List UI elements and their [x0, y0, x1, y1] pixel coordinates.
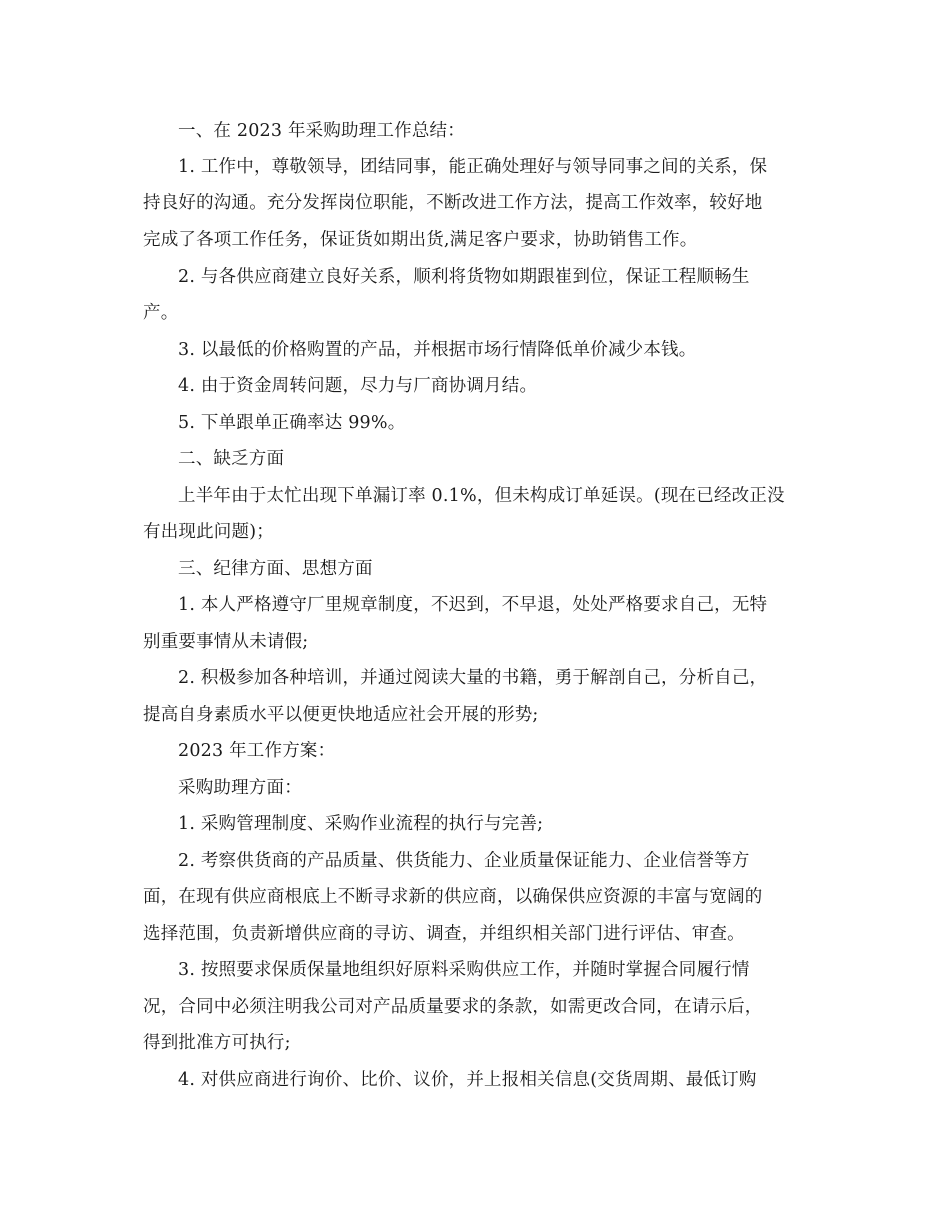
section-heading-1: 一、在 2023 年采购助理工作总结： — [178, 121, 465, 141]
section-heading-3: 三、纪律方面、思想方面 — [178, 559, 373, 579]
paragraph-line: 完成了各项工作任务，保证货如期出货,满足客户要求，协助销售工作。 — [143, 230, 698, 250]
paragraph-line: 2. 与各供应商建立良好关系，顺利将货物如期跟崔到位，保证工程顺畅生 — [178, 267, 750, 287]
section-heading-4: 2023 年工作方案： — [178, 741, 336, 761]
paragraph-line: 别重要事情从未请假; — [143, 632, 309, 652]
paragraph-line: 4. 由于资金周转问题，尽力与厂商协调月结。 — [178, 376, 538, 396]
paragraph-line: 选择范围，负责新增供应商的寻访、调查，并组织相关部门进行评估、审查。 — [143, 924, 745, 944]
paragraph-line: 有出现此问题)； — [143, 522, 274, 542]
paragraph-line: 1. 工作中，尊敬领导，团结同事，能正确处理好与领导同事之间的关系，保 — [178, 157, 768, 177]
paragraph-line: 提高自身素质水平以便更快地适应社会开展的形势; — [143, 705, 539, 725]
section-heading-2: 二、缺乏方面 — [178, 449, 285, 469]
paragraph-line: 1. 采购管理制度、采购作业流程的执行与完善; — [178, 814, 544, 834]
paragraph-line: 产。 — [143, 303, 179, 323]
paragraph-line: 3. 以最低的价格购置的产品，并根据市场行情降低单价减少本钱。 — [178, 340, 697, 360]
paragraph-line: 况，合同中必须注明我公司对产品质量要求的条款，如需更改合同，在请示后， — [143, 997, 763, 1017]
paragraph-line: 2. 考察供货商的产品质量、供货能力、企业质量保证能力、企业信誉等方 — [178, 851, 750, 871]
subsection-heading: 采购助理方面： — [178, 778, 302, 798]
paragraph-line: 5. 下单跟单正确率达 99%。 — [178, 413, 406, 433]
paragraph-line: 3. 按照要求保质保量地组织好原料采购供应工作，并随时掌握合同履行情 — [178, 960, 750, 980]
paragraph-line: 4. 对供应商进行询价、比价、议价，并上报相关信息(交货周期、最低订购 — [178, 1070, 757, 1090]
paragraph-line: 持良好的沟通。充分发挥岗位职能，不断改进工作方法，提高工作效率，较好地 — [143, 193, 763, 213]
paragraph-line: 得到批准方可执行; — [143, 1033, 291, 1053]
paragraph-line: 上半年由于太忙出现下单漏订率 0.1%，但未构成订单延误。(现在已经改正没 — [178, 486, 785, 506]
paragraph-line: 2. 积极参加各种培训，并通过阅读大量的书籍，勇于解剖自己，分析自己， — [178, 668, 768, 688]
paragraph-line: 1. 本人严格遵守厂里规章制度，不迟到，不早退，处处严格要求自己，无特 — [178, 595, 768, 615]
paragraph-line: 面，在现有供应商根底上不断寻求新的供应商，以确保供应资源的丰富与宽阔的 — [143, 887, 763, 907]
